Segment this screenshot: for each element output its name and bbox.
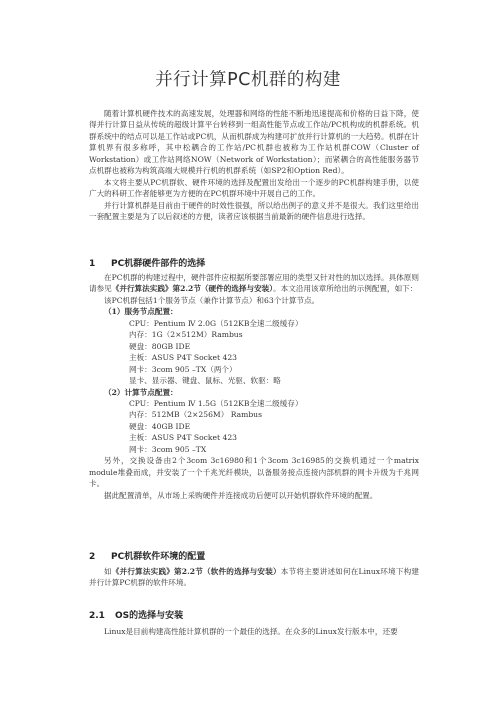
spec-line: 网卡：3com 905 –TX: [129, 444, 207, 454]
section-1-body: [89, 272, 419, 501]
book-reference: 《并行算法实践》第2.2节（软件的选择与安装）: [111, 567, 281, 576]
spec-line: 内存：512MB（2×256M） Rambus: [129, 410, 262, 420]
book-reference: 《并行算法实践》第2.2节（硬件的选择与安装）: [111, 284, 274, 294]
subsection-number: 2.1: [89, 611, 105, 621]
subsection-heading-2-1: [89, 608, 183, 621]
service-node-heading: （1）服务节点配置：: [104, 307, 178, 317]
compute-node-heading: （2）计算节点配置：: [104, 387, 178, 397]
section-paragraph: Linux是目前构建高性能计算机群的一个最佳的选择。在众多的Linux发行版本中，还要: [104, 627, 398, 636]
section-heading-2: [89, 549, 205, 562]
paragraph-text: 如: [104, 567, 112, 576]
intro-paragraph: 本文将主要从PC机群软、硬件环境的选择及配置出发给出一个逐步的PC机群构建手册，以使广大的科研工作者能够更为方便的在PC机群环境中开展自己的工作。: [89, 177, 419, 199]
section-paragraph: [89, 566, 419, 589]
subsection-2-1-body: [89, 626, 419, 637]
spec-line: 显卡、显示器、键盘、鼠标、光驱、软驱：略: [129, 376, 281, 386]
section-heading-1: [89, 256, 205, 269]
paragraph-text: 。本文沿用该章所给出的示例配置，如下：: [273, 284, 418, 294]
intro-paragraph: 随着计算机硬件技术的高速发展，处理器和网络的性能不断地迅速提高和价格的日益下降，使得并行计算日益从传统的超级计算平台转移到一组高性能节点或工作站/PC机构成的机群系统。机群系统中的结点可以是工作站或PC机，从而机群成为构建可扩放并行计算机的一大趋势。机群在计算机界有很多称呼，其中松耦合的工作站/PC机群也被称为工作站机群COW（Cluster of Workstation）或工作站网络NOW（Network of Workstation）；而紧耦合的高性能服务器节点机群也被称为构筑高端大规模并行机的机群系统（如SP2和Option Red）。: [89, 109, 419, 176]
section-2-body: [89, 566, 419, 589]
spec-line: 内存：1G（2×512M）Rambus: [129, 330, 243, 340]
spec-line: CPU：Pentium Ⅳ 1.5G（512KB全速二级缓存）: [129, 398, 303, 408]
section-number: 2: [89, 552, 96, 562]
intro-paragraph: 并行计算机群是目前由于硬件的时效性很强，所以给出例子的意义并不是很大。我们这里给出一套配置主要是为了以后叙述的方便，读者应该根据当前最新的硬件信息进行选择。: [89, 200, 419, 222]
spec-line: 硬盘：80GB IDE: [129, 341, 191, 351]
section-paragraph: 据此配置清单，从市场上采购硬件并连接成功后便可以开始机群软件环境的配置。: [104, 490, 378, 500]
intro-section: [89, 108, 419, 223]
document-title: 并行计算PC机群的构建: [155, 70, 341, 90]
section-paragraph: 该PC机群包括1个服务节点（兼作计算节点）和63个计算节点。: [104, 295, 320, 305]
spec-line: 网卡：3com 905 –TX（两个）: [129, 364, 237, 374]
paragraph-text: 本节将主要讲述如何在Linux环境下构建并行计算PC机群的软件环境。: [89, 567, 419, 588]
section-title: PC机群软件环境的配置: [111, 552, 206, 562]
section-number: 1: [89, 259, 96, 269]
spec-line: CPU：Pentium Ⅳ 2.0G（512KB全速二级缓存）: [129, 318, 303, 328]
spec-line: 硬盘：40GB IDE: [129, 421, 191, 431]
section-paragraph: [89, 272, 419, 295]
section-paragraph: 另外，交换设备由2个3com 3c16980和1个3com 3c16985的交换机通过一个matrix module堆叠而成，并安装了一个千兆光纤模块，以备服务接点连接内部机群的网卡升级为千兆网卡。: [89, 456, 419, 489]
paragraph-text: 在PC机群的构建过程中，硬件部件应根据所要部署应用的类型又针对性的加以选择。具体原则请参见: [89, 273, 419, 294]
spec-line: 主板：ASUS P4T Socket 423: [129, 433, 237, 443]
section-title: PC机群硬件部件的选择: [111, 259, 206, 269]
subsection-title: OS的选择与安装: [115, 611, 184, 621]
spec-line: 主板：ASUS P4T Socket 423: [129, 353, 237, 363]
